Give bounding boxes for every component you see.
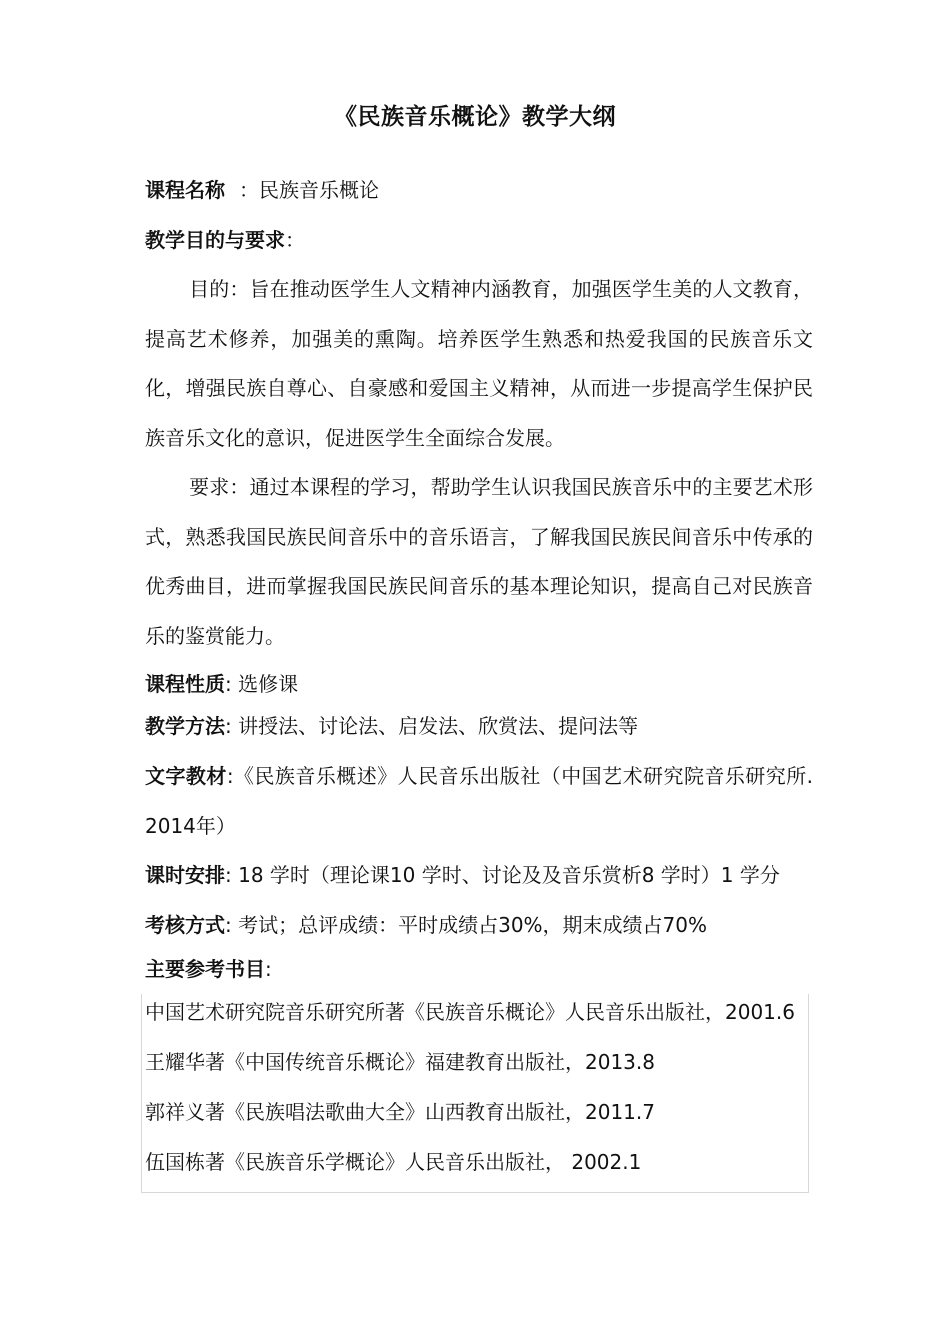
class-hours-value: 18 学时（理论课10 学时、讨论及及音乐赏析8 学时）1 学分 xyxy=(238,863,780,887)
teaching-methods-value: 讲授法、讨论法、启发法、欣赏法、提问法等 xyxy=(238,714,639,738)
assessment-separator: : xyxy=(225,913,239,937)
course-name-label: 课程名称 xyxy=(145,178,225,202)
assessment-label: 考核方式 xyxy=(145,913,225,937)
textbook-label: 文字教材 xyxy=(145,764,227,788)
objectives-separator: ： xyxy=(285,228,305,252)
reference-item: 中国艺术研究院音乐研究所著《民族音乐概论》人民音乐出版社，2001.6 xyxy=(145,1000,795,1024)
class-hours-label: 课时安排 xyxy=(145,863,225,887)
course-nature-label: 课程性质 xyxy=(145,672,225,696)
requirement-paragraph xyxy=(145,463,813,661)
reference-item: 伍国栋著《民族音乐学概论》人民音乐出版社， 2002.1 xyxy=(145,1150,642,1174)
teaching-methods-label: 教学方法 xyxy=(145,714,225,738)
reference-item: 郭祥义著《民族唱法歌曲大全》山西教育出版社，2011.7 xyxy=(145,1100,655,1124)
references-heading xyxy=(145,955,272,983)
goal-text: 目的：旨在推动医学生人文精神内涵教育，加强医学生美的人文教育，提高艺术修养，加强美的熏陶。培养医学生熟悉和热爱我国的民族音乐文化，增强民族自尊心、自豪感和爱国主义精神，从而进一步提高学生保护民族音乐文化的意识，促进医学生全面综合发展。 xyxy=(145,277,813,450)
assessment-value: 考试；总评成绩：平时成绩占30%，期末成绩占70% xyxy=(238,913,708,937)
textbook-separator: : xyxy=(226,764,234,788)
textbook-value: 《民族音乐概述》人民音乐出版社（中国艺术研究院音乐研究所. 2014年） xyxy=(145,764,814,838)
course-name-value: 民族音乐概论 xyxy=(259,178,379,202)
teaching-methods-row xyxy=(145,712,638,740)
course-nature-row xyxy=(145,670,298,698)
reference-item: 王耀华著《中国传统音乐概论》福建教育出版社，2013.8 xyxy=(145,1050,655,1074)
assessment-row xyxy=(145,911,707,939)
page-title: 《民族音乐概论》教学大纲 xyxy=(334,104,616,130)
teaching-methods-separator: : xyxy=(225,714,239,738)
course-name-separator: ： xyxy=(239,178,259,202)
course-nature-separator: : xyxy=(225,672,239,696)
references-label: 主要参考书目 xyxy=(145,957,265,981)
goal-paragraph xyxy=(145,265,813,463)
course-name-row xyxy=(145,176,379,204)
objectives-heading xyxy=(145,226,305,254)
requirement-text: 要求：通过本课程的学习，帮助学生认识我国民族音乐中的主要艺术形式，熟悉我国民族民间音乐中的音乐语言，了解我国民族民间音乐中传承的优秀曲目，进而掌握我国民族民间音乐的基本理论知识，提高自己对民族音乐的鉴赏能力。 xyxy=(145,475,813,648)
course-nature-value: 选修课 xyxy=(238,672,299,696)
objectives-label: 教学目的与要求 xyxy=(145,228,285,252)
class-hours-separator: : xyxy=(225,863,239,887)
textbook-row xyxy=(145,751,813,851)
references-separator: : xyxy=(265,957,272,981)
class-hours-row xyxy=(145,861,780,889)
